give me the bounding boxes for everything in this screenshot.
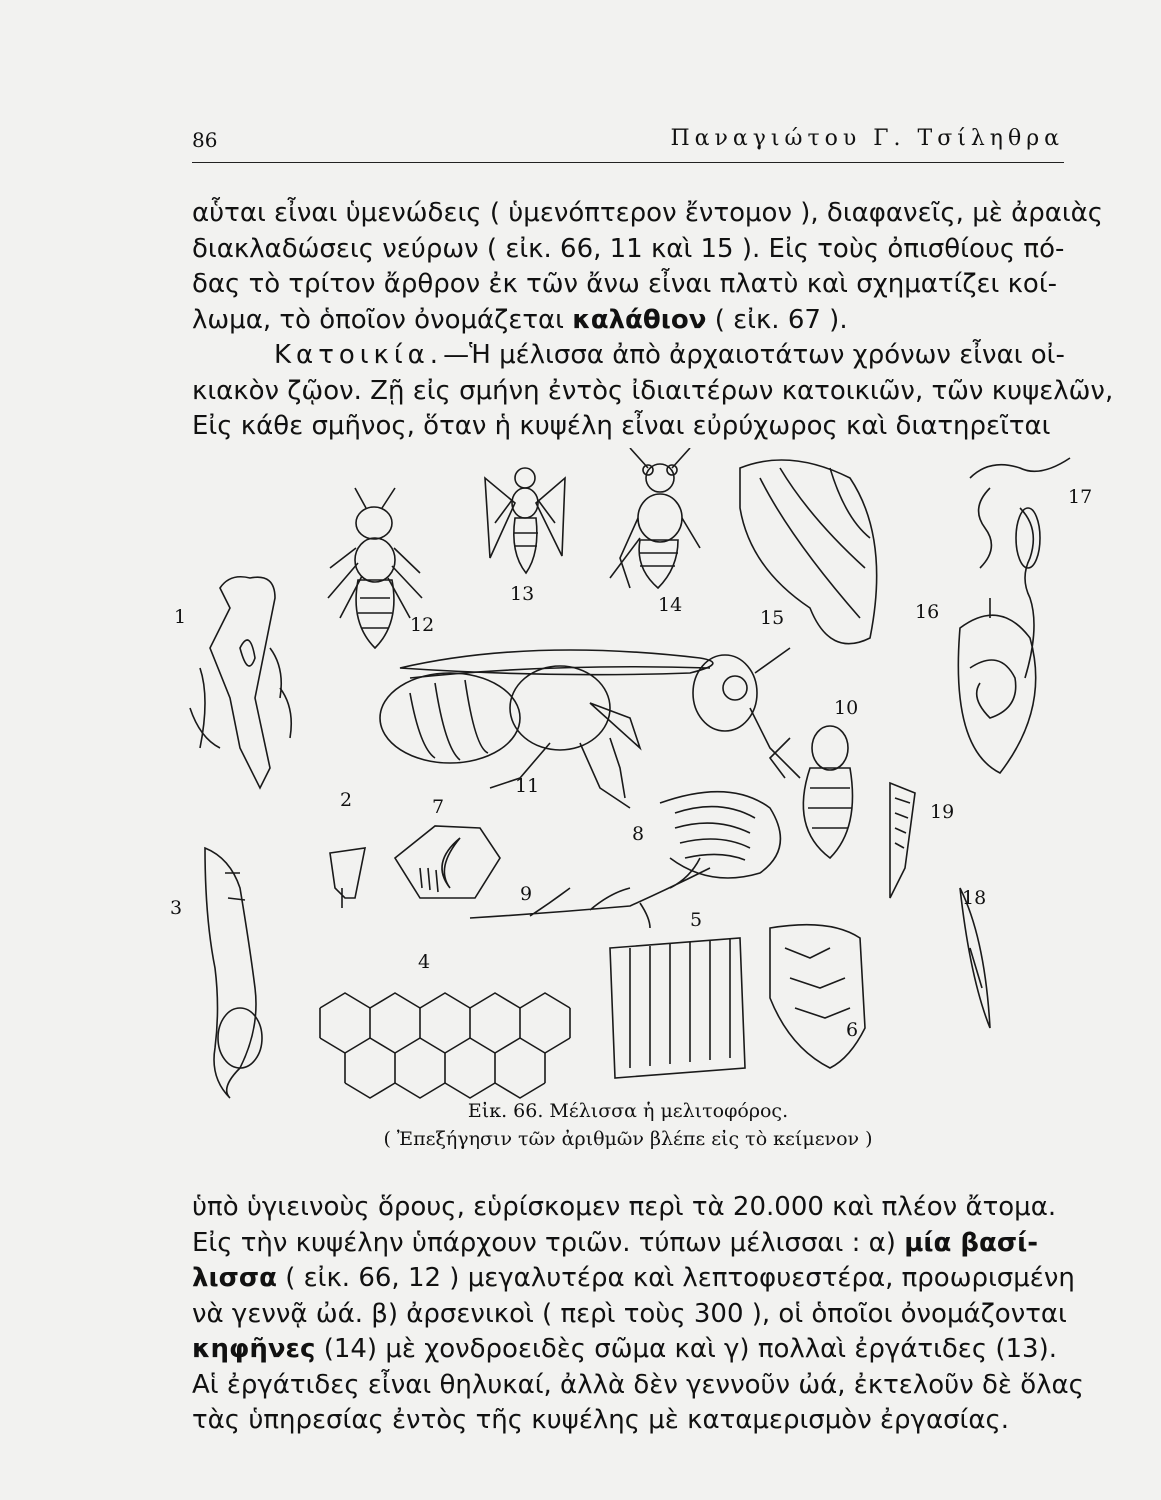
text-fragment: Εἰς τὴν κυψέλην ὑπάρχουν τριῶν. τύπων μέλισσαι : α)	[192, 1227, 905, 1258]
figure-label-18: 18	[962, 887, 987, 909]
figure-label-5: 5	[690, 909, 703, 931]
term-kalathion: καλάθιον	[572, 304, 707, 335]
pupa-drawing	[770, 726, 853, 858]
page-header	[192, 126, 1064, 163]
bottom-paragraph	[192, 1190, 1084, 1439]
figure-label-15: 15	[760, 607, 785, 629]
text-line: τὰς ὑπηρεσίας ἐντὸς τῆς κυψέλης μὲ καταμερισμὸν ἐργασίας.	[192, 1405, 1010, 1435]
section-heading-katoikia: Κατοικία.	[274, 340, 444, 370]
queen-bee-drawing	[328, 488, 422, 648]
text-line	[192, 1332, 1064, 1368]
figure-label-16: 16	[915, 601, 940, 623]
comb-section-drawing	[610, 938, 745, 1078]
figure-label-11: 11	[515, 775, 540, 797]
figure-label-17: 17	[1068, 486, 1093, 508]
sac-drawing	[958, 598, 1035, 773]
text-fragment: —Ἡ μέλισσα ἀπὸ ἀρχαιοτάτων χρόνων εἶναι οἰ-	[443, 340, 1065, 370]
katoikia-paragraph	[192, 338, 1114, 445]
figure-label-12: 12	[410, 614, 435, 636]
hexagon-cell-drawing	[395, 826, 500, 898]
term-queen: μία βασί-	[904, 1227, 1039, 1258]
figure-caption-title: Εἰκ. 66. Μέλισσα ἡ μελιτοφόρος.	[467, 1100, 789, 1122]
text-line: διακλαδώσεις νεύρων ( εἰκ. 66, 11 καὶ 15 ). Εἰς τοὺς ὀπισθίους πό-	[192, 233, 1065, 264]
text-line: Εἰς κάθε σμῆνος, ὅταν ἡ κυψέλη εἶναι εὐρύχωρος καὶ διατηρεῖται	[192, 411, 1051, 441]
tissue-drawing	[770, 925, 865, 1068]
figure-label-14: 14	[658, 594, 683, 616]
term-drones: κηφῆνες	[192, 1334, 316, 1364]
text-fragment: λωμα, τὸ ὁποῖον ὀνομάζεται	[192, 304, 573, 335]
figure-label-2: 2	[340, 789, 353, 811]
term-queen-cont: λισσα	[192, 1263, 277, 1293]
text-line: νὰ γεννᾷ ὠά. β) ἀρσενικοὶ ( περὶ τοὺς 300 ), οἱ ὁποῖοι ὀνομάζονται	[192, 1298, 1067, 1329]
bee-drawings	[170, 448, 1110, 1108]
serrated-part-drawing	[890, 783, 915, 898]
text-fragment: (14) μὲ χονδροειδὲς σῶμα καὶ γ) πολλαὶ ἐργάτιδες (13).	[315, 1334, 1058, 1364]
figure-label-7: 7	[432, 796, 445, 818]
worker-bee-drawing	[485, 468, 565, 573]
figure-label-9: 9	[520, 883, 533, 905]
hind-leg-drawing	[205, 848, 262, 1098]
mouthparts-drawing	[190, 577, 291, 788]
ovary-drawing	[970, 458, 1070, 678]
figure-label-3: 3	[170, 897, 183, 919]
bee-side-view-drawing	[380, 648, 800, 808]
figure-66-bee-illustration	[170, 448, 1110, 1108]
text-line	[192, 1226, 1064, 1262]
branching-structure-drawing	[470, 858, 710, 928]
figure-caption-note: ( Ἐπεξήγησιν τῶν ἀριθμῶν βλέπε εἰς τὸ κείμενον )	[383, 1128, 873, 1150]
larva-drawing	[660, 792, 780, 878]
figure-label-13: 13	[510, 583, 535, 605]
text-line: δας τὸ τρίτον ἄρθρον ἐκ τῶν ἄνω εἶναι πλατὺ καὶ σχηματίζει κοί-	[192, 269, 1058, 299]
figure-label-8: 8	[632, 823, 645, 845]
honeycomb-drawing	[320, 993, 570, 1098]
text-line	[192, 303, 1064, 339]
drone-bee-drawing	[610, 448, 700, 588]
page-number: 86	[192, 128, 218, 152]
figure-label-6: 6	[846, 1019, 859, 1041]
text-line	[192, 1261, 1075, 1297]
top-paragraph	[192, 196, 1104, 338]
figure-label-10: 10	[834, 697, 859, 719]
text-line: αὗται εἶναι ὑμενώδεις ( ὑμενόπτερον ἔντομον ), διαφανεῖς, μὲ ἀραιὰς	[192, 198, 1104, 228]
text-line: κιακὸν ζῷον. Ζῇ εἰς σμήνη ἐντὸς ἰδιαιτέρων κατοικιῶν, τῶν κυψελῶν,	[192, 375, 1114, 406]
figure-label-1: 1	[174, 606, 187, 628]
text-line	[192, 338, 1064, 374]
text-fragment: ( εἰκ. 67 ).	[706, 304, 848, 335]
leg-segment-drawing	[960, 888, 990, 1028]
sting-part-drawing	[330, 848, 365, 908]
text-fragment: ( εἰκ. 66, 12 ) μεγαλυτέρα καὶ λεπτοφυεστέρα, προωρισμένη	[276, 1263, 1075, 1293]
figure-label-4: 4	[418, 951, 431, 973]
figure-label-19: 19	[930, 801, 955, 823]
text-line: Αἱ ἐργάτιδες εἶναι θηλυκαί, ἀλλὰ δὲν γεννοῦν ὠά, ἐκτελοῦν δὲ ὅλας	[192, 1369, 1084, 1400]
running-head: Παναγιώτου Γ. Τσίληθρα	[670, 126, 1064, 151]
text-line: ὑπὸ ὑγιεινοὺς ὅρους, εὑρίσκομεν περὶ τὰ 20.000 καὶ πλέον ἄτομα.	[192, 1192, 1057, 1222]
